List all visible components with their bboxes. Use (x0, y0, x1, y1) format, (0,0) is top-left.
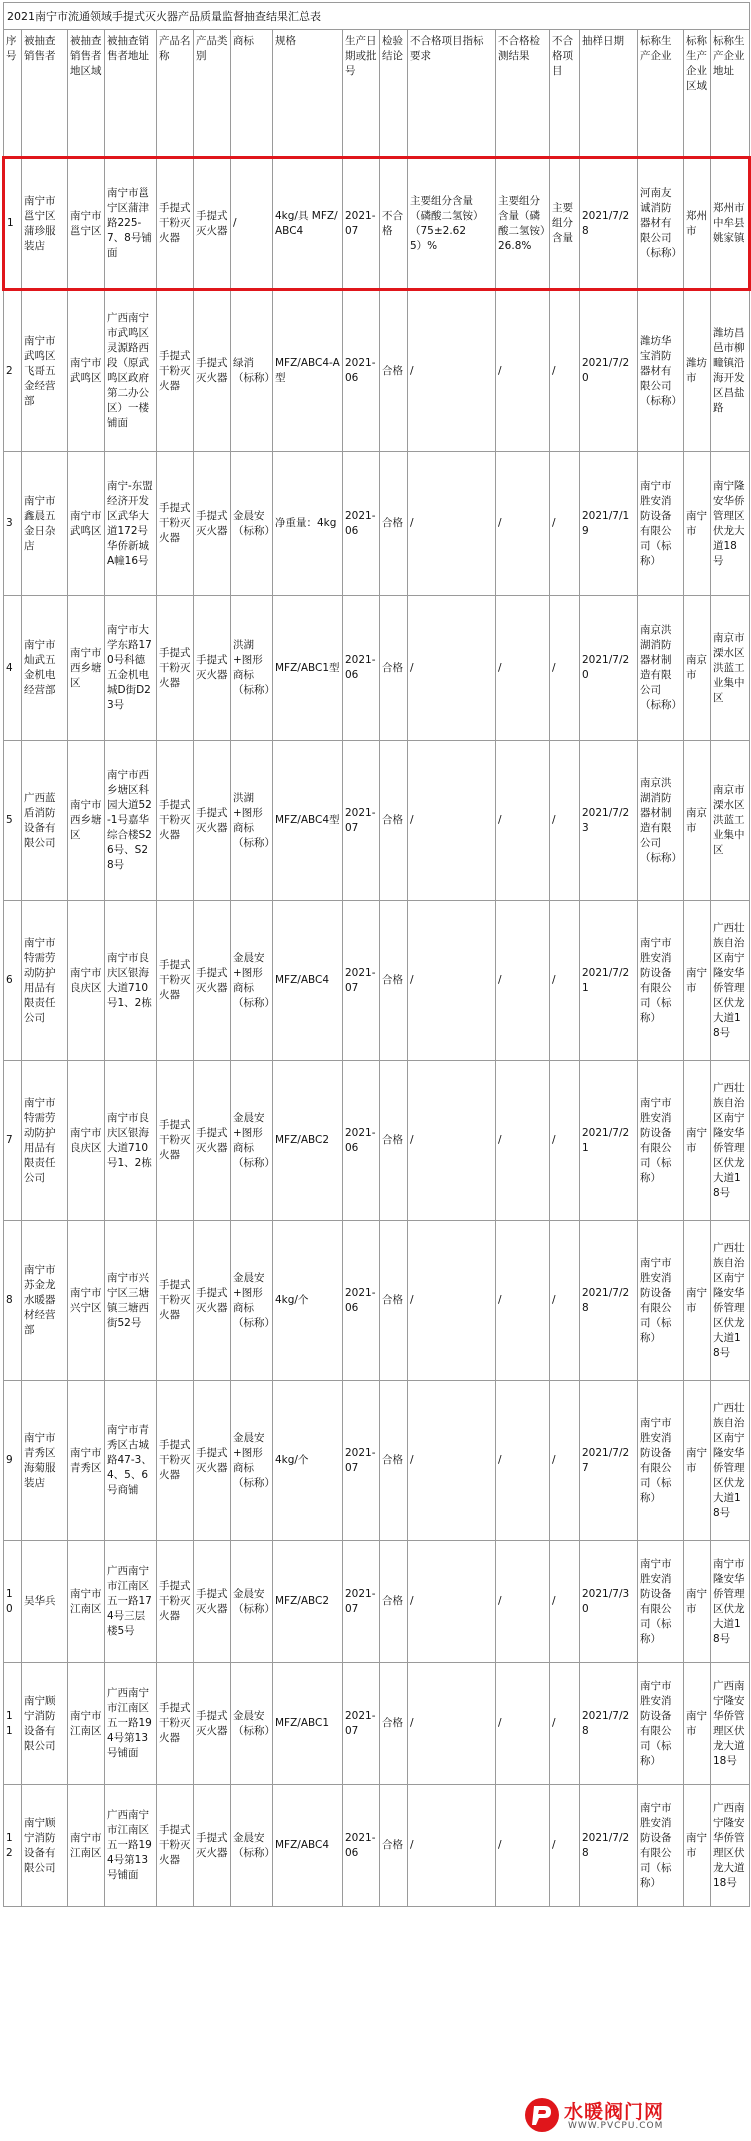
table-cell: 手提式干粉灭火器 (157, 290, 194, 452)
table-cell: 2021/7/23 (580, 741, 638, 901)
table-cell: 南宁市胜安消防设备有限公司（标称） (638, 1061, 684, 1221)
table-cell: 合格 (380, 452, 408, 596)
table-cell: MFZ/ABC4 (273, 1785, 343, 1907)
table-cell: MFZ/ABC2 (273, 1541, 343, 1663)
table-cell: / (408, 1381, 496, 1541)
table-cell: / (550, 1221, 580, 1381)
table-cell: 南宁市武鸣区 (68, 452, 105, 596)
table-cell: 1 (4, 158, 22, 290)
inspection-results-table (2, 2, 751, 1907)
table-cell: / (550, 452, 580, 596)
table-cell: 手提式灭火器 (194, 1541, 231, 1663)
table-cell: 手提式干粉灭火器 (157, 1663, 194, 1785)
table-cell: 南宁市特需劳动防护用品有限责任公司 (22, 901, 68, 1061)
header-cell: 产品类别 (194, 30, 231, 158)
table-cell: MFZ/ABC4 (273, 901, 343, 1061)
table-cell: 7 (4, 1061, 22, 1221)
table-cell: 金晨安（标称） (231, 1541, 273, 1663)
table-cell: / (496, 901, 550, 1061)
table-cell: / (550, 1541, 580, 1663)
table-cell: 手提式灭火器 (194, 741, 231, 901)
table-title: 2021南宁市流通领域手提式灭火器产品质量监督抽查结果汇总表 (4, 3, 750, 30)
table-cell: 合格 (380, 1785, 408, 1907)
table-cell: 南京市 (684, 596, 711, 741)
table-cell: 手提式灭火器 (194, 158, 231, 290)
table-cell: MFZ/ABC2 (273, 1061, 343, 1221)
table-cell: 南京洪湖消防器材制造有限公司（标称） (638, 596, 684, 741)
table-cell: 4 (4, 596, 22, 741)
table-cell: 南宁顾宁消防设备有限公司 (22, 1663, 68, 1785)
table-cell: / (496, 1785, 550, 1907)
table-cell: 绿消（标称） (231, 290, 273, 452)
table-cell: 南宁市苏金龙水暖器材经营部 (22, 1221, 68, 1381)
table-cell: 南宁市 (684, 1061, 711, 1221)
table-cell: 南宁市 (684, 901, 711, 1061)
table-cell: 手提式干粉灭火器 (157, 596, 194, 741)
table-cell: 4kg/个 (273, 1381, 343, 1541)
table-cell: 南宁市西乡塘区 (68, 741, 105, 901)
table-cell: 手提式灭火器 (194, 1061, 231, 1221)
table-cell: 郑州市 (684, 158, 711, 290)
table-cell: / (550, 1381, 580, 1541)
header-cell: 标称生产企业 (638, 30, 684, 158)
table-cell: 南宁市邕宁区蒲珍服装店 (22, 158, 68, 290)
table-cell: MFZ/ABC4-A型 (273, 290, 343, 452)
table-cell: 南宁市 (684, 1663, 711, 1785)
table-cell: 2021-06 (343, 1061, 380, 1221)
table-cell: 南京市溧水区洪蓝工业集中区 (711, 596, 750, 741)
table-cell: 手提式干粉灭火器 (157, 452, 194, 596)
table-cell: 2021/7/30 (580, 1541, 638, 1663)
table-cell: 广西壮族自治区南宁隆安华侨管理区伏龙大道18号 (711, 1061, 750, 1221)
table-row (4, 1221, 750, 1381)
table-cell: 南宁市良庆区 (68, 901, 105, 1061)
table-cell: 河南友诚消防器材有限公司（标称） (638, 158, 684, 290)
table-cell: 2021-07 (343, 1381, 380, 1541)
table-cell: 2021-07 (343, 741, 380, 901)
table-cell: 2021/7/27 (580, 1381, 638, 1541)
table-cell: 南京市溧水区洪蓝工业集中区 (711, 741, 750, 901)
table-row (4, 290, 750, 452)
table-cell: 净重量：4kg (273, 452, 343, 596)
table-cell: 南宁市特需劳动防护用品有限责任公司 (22, 1061, 68, 1221)
table-cell: 手提式干粉灭火器 (157, 901, 194, 1061)
table-cell: / (408, 1061, 496, 1221)
table-cell: 手提式干粉灭火器 (157, 1541, 194, 1663)
table-cell: 2021/7/20 (580, 290, 638, 452)
table-cell: 2021-06 (343, 290, 380, 452)
header-cell: 产品名称 (157, 30, 194, 158)
table-cell: / (496, 1663, 550, 1785)
header-row (4, 30, 750, 158)
table-cell: 南宁市兴宁区三塘镇三塘西街52号 (105, 1221, 157, 1381)
table-cell: 潍坊昌邑市柳疃镇沿海开发区昌盐路 (711, 290, 750, 452)
table-cell: 南宁市武鸣区飞哥五金经营部 (22, 290, 68, 452)
header-cell: 生产日期或批号 (343, 30, 380, 158)
table-cell: / (408, 901, 496, 1061)
table-cell: 手提式干粉灭火器 (157, 1061, 194, 1221)
table-cell: 广西壮族自治区南宁隆安华侨管理区伏龙大道18号 (711, 901, 750, 1061)
table-body (4, 158, 750, 1907)
table-cell: 广西南宁市武鸣区灵源路西段（原武鸣区政府第二办公区）一楼铺面 (105, 290, 157, 452)
header-cell: 不合格项目指标要求 (408, 30, 496, 158)
table-cell: 11 (4, 1663, 22, 1785)
table-cell: 南宁市胜安消防设备有限公司（标称） (638, 1663, 684, 1785)
table-cell: / (496, 452, 550, 596)
table-cell: 手提式灭火器 (194, 1785, 231, 1907)
table-cell: 金晨安+图形商标（标称） (231, 1061, 273, 1221)
table-cell: 手提式干粉灭火器 (157, 1381, 194, 1541)
header-cell: 被抽查销售者 (22, 30, 68, 158)
table-cell: 手提式灭火器 (194, 1663, 231, 1785)
table-cell: 2021-07 (343, 158, 380, 290)
table-cell: / (550, 741, 580, 901)
table-cell: 南宁市邕宁区 (68, 158, 105, 290)
table-cell: 南京市 (684, 741, 711, 901)
table-cell: / (408, 1221, 496, 1381)
table-cell: 金晨安+图形商标（标称） (231, 1381, 273, 1541)
table-cell: 2021/7/21 (580, 901, 638, 1061)
table-cell: / (408, 1785, 496, 1907)
table-cell: 金晨安（标称） (231, 1785, 273, 1907)
table-cell: 南宁市青秀区古城路47-3、4、5、6号商铺 (105, 1381, 157, 1541)
table-cell: 南宁市兴宁区 (68, 1221, 105, 1381)
site-name: 水暖阀门网 (564, 2101, 665, 2123)
table-cell: / (408, 1663, 496, 1785)
table-cell: 2021-06 (343, 1785, 380, 1907)
table-cell: / (408, 452, 496, 596)
table-cell: 10 (4, 1541, 22, 1663)
table-row (4, 901, 750, 1061)
table-cell: 8 (4, 1221, 22, 1381)
table-cell: / (408, 1541, 496, 1663)
table-cell: 主要组分含量（磷酸二氢铵）26.8% (496, 158, 550, 290)
table-cell: 南宁市江南区 (68, 1663, 105, 1785)
table-cell: 广西南宁市江南区五一路174号三层楼5号 (105, 1541, 157, 1663)
table-cell: 南宁市胜安消防设备有限公司（标称） (638, 1541, 684, 1663)
table-cell: 2021-07 (343, 1541, 380, 1663)
table-cell: / (550, 901, 580, 1061)
table-cell: 4kg/个 (273, 1221, 343, 1381)
table-cell: 手提式灭火器 (194, 290, 231, 452)
table-cell: 合格 (380, 290, 408, 452)
table-cell: 2021/7/28 (580, 1785, 638, 1907)
table-cell: 2021-07 (343, 901, 380, 1061)
table-cell: 吴华兵 (22, 1541, 68, 1663)
table-cell: 2021-06 (343, 1221, 380, 1381)
header-cell: 抽样日期 (580, 30, 638, 158)
table-cell: 广西南宁市江南区五一路194号第13号铺面 (105, 1663, 157, 1785)
table-cell: 合格 (380, 1541, 408, 1663)
table-cell: / (550, 290, 580, 452)
table-row (4, 1663, 750, 1785)
table-cell: 主要组分含量 (550, 158, 580, 290)
table-cell: 2021/7/28 (580, 1663, 638, 1785)
table-cell: 南宁市隆安华侨管理区伏龙大道18号 (711, 1541, 750, 1663)
table-cell: 南宁市灿武五金机电经营部 (22, 596, 68, 741)
table-cell: 南宁市 (684, 1785, 711, 1907)
table-cell: / (550, 1061, 580, 1221)
header-cell: 检验结论 (380, 30, 408, 158)
table-cell: 潍坊市 (684, 290, 711, 452)
table-cell: / (496, 1061, 550, 1221)
table-cell: 南宁市胜安消防设备有限公司（标称） (638, 452, 684, 596)
table-cell: 南宁市良庆区银海大道710号1、2栋 (105, 1061, 157, 1221)
table-cell: 合格 (380, 1663, 408, 1785)
table-cell: MFZ/ABC1 (273, 1663, 343, 1785)
table-cell: 南宁市武鸣区 (68, 290, 105, 452)
table-cell: 南京洪湖消防器材制造有限公司（标称） (638, 741, 684, 901)
table-cell: 手提式干粉灭火器 (157, 1785, 194, 1907)
table-cell: 3 (4, 452, 22, 596)
table-cell: 潍坊华宝消防器材有限公司（标称） (638, 290, 684, 452)
table-cell: 南宁市 (684, 1221, 711, 1381)
table-cell: / (496, 1221, 550, 1381)
table-cell: 手提式灭火器 (194, 452, 231, 596)
table-row (4, 596, 750, 741)
table-cell: 洪湖+图形商标（标称） (231, 741, 273, 901)
table-cell: 南宁市良庆区 (68, 1061, 105, 1221)
table-row (4, 741, 750, 901)
table-cell: 金晨安（标称） (231, 452, 273, 596)
table-cell: 南宁市青秀区海菊服装店 (22, 1381, 68, 1541)
site-logo-icon (524, 2097, 560, 2133)
table-cell: 南宁顾宁消防设备有限公司 (22, 1785, 68, 1907)
table-cell: 手提式干粉灭火器 (157, 741, 194, 901)
table-cell: 5 (4, 741, 22, 901)
table-row (4, 1541, 750, 1663)
table-cell: 郑州市中牟县姚家镇 (711, 158, 750, 290)
table-cell: 不合格 (380, 158, 408, 290)
table-cell: 手提式灭火器 (194, 1221, 231, 1381)
table-cell: 南宁隆安华侨管理区伏龙大道18号 (711, 452, 750, 596)
table-cell: 广西壮族自治区南宁隆安华侨管理区伏龙大道18号 (711, 1381, 750, 1541)
table-cell: / (496, 1381, 550, 1541)
table-cell: 南宁市西乡塘区科园大道52-1号嘉华综合楼S26号、S28号 (105, 741, 157, 901)
table-cell: 2021-07 (343, 1663, 380, 1785)
table-cell: 南宁市 (684, 1381, 711, 1541)
table-cell: 金晨安+图形商标（标称） (231, 901, 273, 1061)
table-row (4, 1785, 750, 1907)
table-cell: 金晨安（标称） (231, 1663, 273, 1785)
table-cell: 南宁市江南区 (68, 1785, 105, 1907)
table-cell: 广西南宁隆安华侨管理区伏龙大道18号 (711, 1663, 750, 1785)
header-cell: 规格 (273, 30, 343, 158)
header-cell: 标称生产企业区域 (684, 30, 711, 158)
header-cell: 被抽查销售者地址 (105, 30, 157, 158)
table-cell: 南宁市大学东路170号科德五金机电城D街D23号 (105, 596, 157, 741)
header-cell: 不合格项目 (550, 30, 580, 158)
table-cell: 合格 (380, 596, 408, 741)
table-cell: 广西蓝盾消防设备有限公司 (22, 741, 68, 901)
header-cell: 序号 (4, 30, 22, 158)
table-cell: 南宁市江南区 (68, 1541, 105, 1663)
header-cell: 被抽查销售者地区域 (68, 30, 105, 158)
table-cell: 手提式干粉灭火器 (157, 1221, 194, 1381)
table-cell: 南宁市鑫晨五金日杂店 (22, 452, 68, 596)
table-row (4, 452, 750, 596)
result-summary-sheet (2, 2, 745, 1907)
table-cell: 广西南宁市江南区五一路194号第13号铺面 (105, 1785, 157, 1907)
table-cell: 4kg/具 MFZ/ABC4 (273, 158, 343, 290)
header-cell: 标称生产企业地址 (711, 30, 750, 158)
table-cell: 南宁市胜安消防设备有限公司（标称） (638, 901, 684, 1061)
table-cell: 合格 (380, 741, 408, 901)
table-cell: 2021-06 (343, 452, 380, 596)
table-cell: / (231, 158, 273, 290)
table-cell: 合格 (380, 901, 408, 1061)
table-cell: 6 (4, 901, 22, 1061)
table-row (4, 1381, 750, 1541)
table-cell: 手提式灭火器 (194, 901, 231, 1061)
table-cell: 南宁市邕宁区蒲津路225-7、8号铺面 (105, 158, 157, 290)
header-cell: 不合格检测结果 (496, 30, 550, 158)
table-row (4, 1061, 750, 1221)
table-cell: 南宁市 (684, 1541, 711, 1663)
table-cell: 广西南宁隆安华侨管理区伏龙大道18号 (711, 1785, 750, 1907)
table-cell: / (550, 596, 580, 741)
table-cell: / (496, 596, 550, 741)
table-cell: 2021/7/28 (580, 158, 638, 290)
table-cell: / (408, 290, 496, 452)
table-cell: / (496, 290, 550, 452)
table-cell: 手提式灭火器 (194, 596, 231, 741)
table-cell: 南宁-东盟经济开发区武华大道172号华侨新城A幢16号 (105, 452, 157, 596)
table-cell: / (496, 741, 550, 901)
site-url: WWW.PVCPU.COM (568, 2121, 664, 2131)
table-cell: 合格 (380, 1061, 408, 1221)
table-cell: 广西壮族自治区南宁隆安华侨管理区伏龙大道18号 (711, 1221, 750, 1381)
table-cell: 金晨安+图形商标（标称） (231, 1221, 273, 1381)
table-cell: 洪湖+图形商标（标称） (231, 596, 273, 741)
table-cell: 2021/7/28 (580, 1221, 638, 1381)
table-cell: 南宁市胜安消防设备有限公司（标称） (638, 1381, 684, 1541)
table-cell: 2021-06 (343, 596, 380, 741)
table-cell: / (408, 596, 496, 741)
table-cell: 合格 (380, 1221, 408, 1381)
table-cell: 南宁市青秀区 (68, 1381, 105, 1541)
table-cell: 南宁市胜安消防设备有限公司（标称） (638, 1785, 684, 1907)
table-cell: / (408, 741, 496, 901)
table-cell: 2 (4, 290, 22, 452)
table-cell: / (496, 1541, 550, 1663)
table-cell: 南宁市良庆区银海大道710号1、2栋 (105, 901, 157, 1061)
table-cell: 合格 (380, 1381, 408, 1541)
table-cell: 2021/7/20 (580, 596, 638, 741)
table-cell: 手提式干粉灭火器 (157, 158, 194, 290)
table-cell: MFZ/ABC1型 (273, 596, 343, 741)
table-cell: 9 (4, 1381, 22, 1541)
header-cell: 商标 (231, 30, 273, 158)
table-cell: / (550, 1663, 580, 1785)
table-cell: / (550, 1785, 580, 1907)
table-cell: 南宁市胜安消防设备有限公司（标称） (638, 1221, 684, 1381)
table-cell: 2021/7/21 (580, 1061, 638, 1221)
table-cell: 12 (4, 1785, 22, 1907)
table-cell: 2021/7/19 (580, 452, 638, 596)
table-cell: MFZ/ABC4型 (273, 741, 343, 901)
table-cell: 主要组分含量（磷酸二氢铵）（75±2.625）% (408, 158, 496, 290)
site-watermark (524, 2095, 694, 2135)
table-cell: 南宁市 (684, 452, 711, 596)
table-cell: 手提式灭火器 (194, 1381, 231, 1541)
table-row (4, 158, 750, 290)
table-cell: 南宁市西乡塘区 (68, 596, 105, 741)
